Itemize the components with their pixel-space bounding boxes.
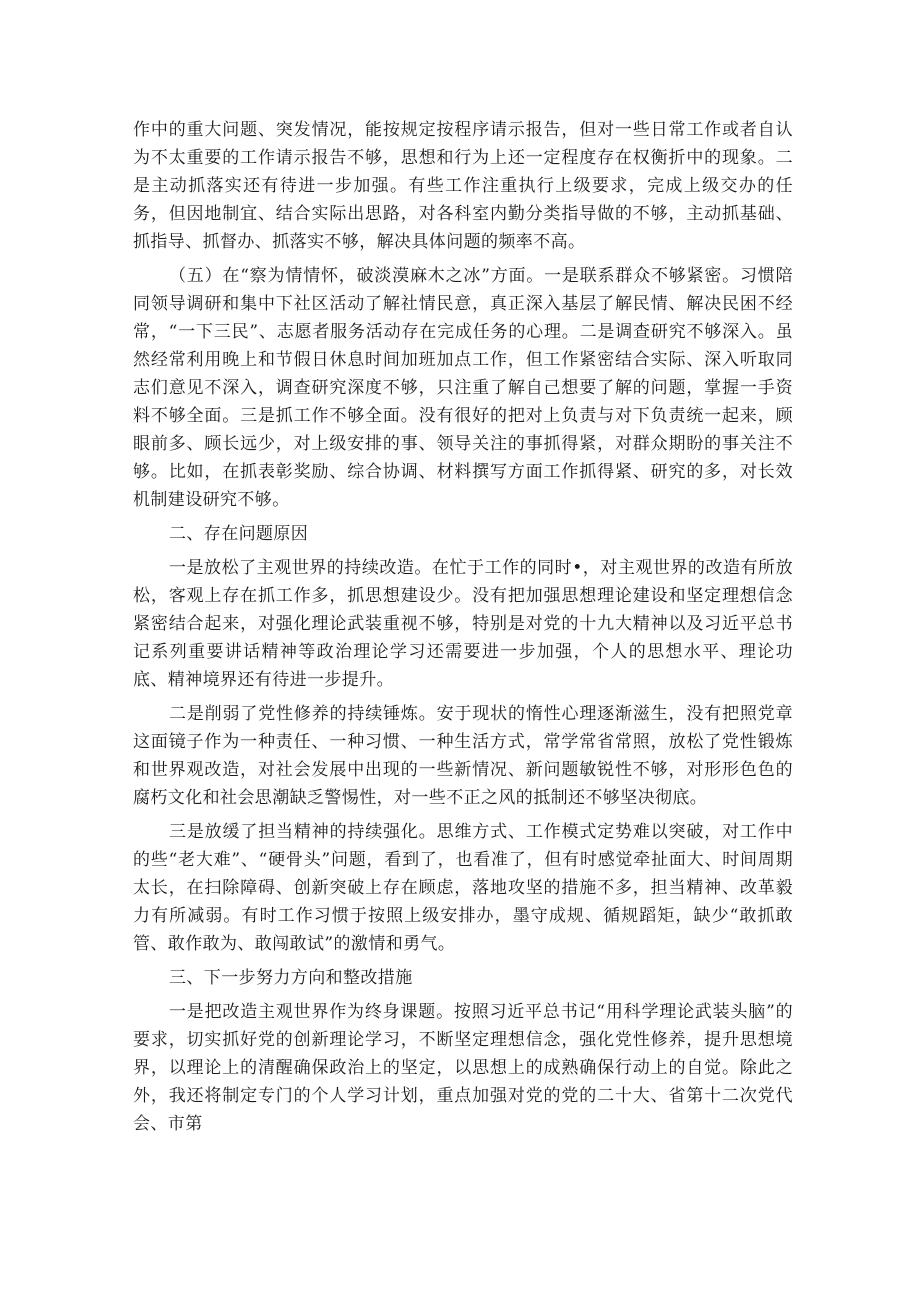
paragraph-cause-one: 一是放松了主观世界的持续改造。在忙于工作的同时•，对主观世界的改造有所放松，客观上存在抓工作多，抓思想建设少。没有把加强思想理论建设和坚定理想信念紧密结合起来，对强化理论武装重视不够，特别是对党的十九大精神以及习近平总书记系列重要讲话精神等政治理论学习还需要进一步加强，个人的思想水平、理论功底、精神境界还有待进一步提升。 [133, 558, 793, 690]
document-body [133, 116, 793, 1144]
paragraph-continuation: 作中的重大问题、突发情况，能按规定按程序请示报告，但对一些日常工作或者自认为不太重要的工作请示报告不够，思想和行为上还一定程度存在权衡折中的现象。二是主动抓落实还有待进一步加强。有些工作注重执行上级要求，完成上级交办的任务，但因地制宜、结合实际出思路，对各科室内勤分类指导做的不够，主动抓基础、抓指导、抓督办、抓落实不够，解决具体问题的频率不高。 [133, 120, 793, 252]
paragraph-section-five: （五）在“察为情情怀，破淡漠麻木之冰”方面。一是联系群众不够紧密。习惯陪同领导调研和集中下社区活动了解社情民意，真正深入基层了解民情、解决民困不经常，“一下三民”、志愿者服务活动存在完成任务的心理。二是调查研究不够深入。虽然经常利用晚上和节假日休息时间加班加点工作，但工作紧密结合实际、深入听取同志们意见不深入，调查研究深度不够，只注重了解自己想要了解的问题，掌握一手资料不够全面。三是抓工作不够全面。没有很好的把对上负责与对下负责统一起来，顾眼前多、顾长远少，对上级安排的事、领导关注的事抓得紧，对群众期盼的事关注不够。比如，在抓表彰奖励、综合协调、材料撰写方面工作抓得紧、研究的多，对长效机制建设研究不够。 [133, 266, 793, 510]
heading-problem-causes: 二、存在问题原因 [169, 524, 309, 544]
paragraph-measure-one: 一是把改造主观世界作为终身课题。按照习近平总书记“用科学理论武装头脑”的要求，切实抓好党的创新理论学习，不断坚定理想信念，强化党性修养，提升思想境界，以理论上的清醒确保政治上的坚定，以思想上的成熟确保行动上的自觉。除此之外，我还将制定专门的个人学习计划，重点加强对党的党的二十大、省第十二次党代会、市第 [133, 1002, 793, 1134]
paragraph-cause-two: 二是削弱了党性修养的持续锤炼。安于现状的惰性心理逐渐滋生，没有把照党章这面镜子作为一种责任、一种习惯、一种生活方式，常学常省常照，放松了党性锻炼和世界观改造，对社会发展中出现的一些新情况、新问题敏锐性不够，对形形色色的腐朽文化和社会思潮缺乏警惕性，对一些不正之风的抵制还不够坚决彻底。 [133, 704, 793, 808]
heading-next-steps: 三、下一步努力方向和整改措施 [169, 968, 413, 988]
paragraph-cause-three: 三是放缓了担当精神的持续强化。思维方式、工作模式定势难以突破，对工作中的些“老大难”、“硬骨头”问题，看到了，也看准了，但有时感觉牵扯面大、时间周期太长，在扫除障碍、创新突破上存在顾虑，落地攻坚的措施不多，担当精神、改革毅力有所减弱。有时工作习惯于按照上级安排办，墨守成规、循规蹈矩，缺少“敢抓敢管、敢作敢为、敢闯敢试”的激情和勇气。 [133, 822, 793, 954]
